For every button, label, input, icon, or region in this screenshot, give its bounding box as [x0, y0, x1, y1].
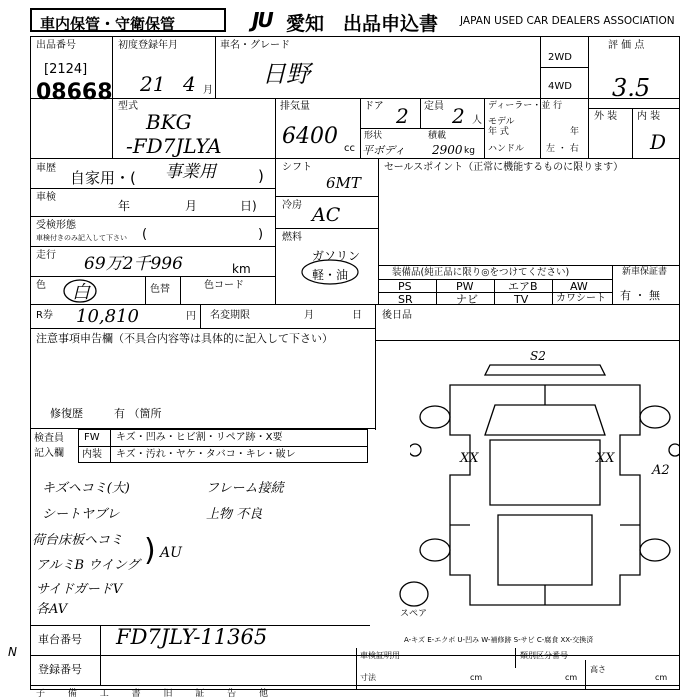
- capacity-value: 2: [452, 104, 465, 128]
- repair-label: 修復歴: [50, 407, 83, 420]
- inspection-year: 年: [118, 199, 131, 213]
- note-9: AU: [160, 545, 182, 561]
- class-number-label: 類別区分番号: [520, 651, 568, 660]
- lot-label: 出品番号: [36, 40, 76, 51]
- displacement-value: 6400: [282, 124, 338, 149]
- fuel-diesel: 軽・油: [312, 268, 349, 282]
- equip-seat: カワシート: [556, 293, 606, 304]
- note-6: アルミB ウイング: [36, 558, 140, 573]
- mileage-value: 69万2千996: [84, 254, 183, 274]
- load-value: 2900: [432, 143, 463, 157]
- note-7: サイドガードV: [36, 582, 123, 597]
- load-label: 積載: [428, 131, 447, 141]
- model-line1: BKG: [146, 110, 192, 134]
- name-change-label: 名変期限: [210, 310, 250, 321]
- diagram-left-mark: XX: [460, 451, 479, 466]
- note-brace: ): [144, 533, 156, 568]
- first-reg-year: 21: [140, 72, 166, 96]
- capacity-unit: 人: [472, 115, 482, 126]
- bottom-row: 子 備 工 書 旧 証 告 他: [36, 689, 279, 699]
- ju-logo: JU: [252, 8, 272, 32]
- inspector-label-1: 検査員: [34, 433, 64, 444]
- cm-3: cm: [655, 673, 668, 682]
- displacement-label: 排気量: [280, 101, 310, 112]
- note-3: シートヤブレ: [42, 507, 120, 522]
- repaint-label: 色替: [150, 284, 170, 295]
- cm-2: cm: [565, 673, 578, 682]
- year-label: 年 式: [488, 127, 509, 137]
- rating-value: 3.5: [612, 74, 651, 102]
- model-label: 型式: [118, 101, 138, 112]
- model-year-label: モデル: [488, 117, 515, 127]
- usage-private: 自家用・(: [70, 169, 136, 187]
- interior-label: 内 装: [637, 111, 661, 122]
- rating-label: 評 価 点: [608, 40, 645, 51]
- lot-number: 08668: [36, 80, 113, 105]
- diagram-side-mark: A2: [652, 463, 670, 478]
- diagram-right-mark: XX: [596, 451, 615, 466]
- interior-value: D: [650, 130, 667, 154]
- spare-tire-icon: [398, 580, 430, 608]
- name-change-month: 月: [304, 310, 314, 321]
- note-8: 各AV: [36, 602, 68, 617]
- fuel-label: 燃料: [282, 232, 302, 243]
- form-title: 出品申込書: [343, 13, 439, 35]
- storage-badge-text: 車内保管・守衛保管: [40, 15, 176, 33]
- equip-aw: AW: [570, 280, 588, 293]
- equip-airbag: エアB: [508, 280, 538, 293]
- fuel-circle: [300, 258, 360, 286]
- first-reg-label: 初度登録年月: [118, 40, 178, 51]
- shift-label: シフト: [282, 162, 312, 173]
- note-4: 上物 不良: [206, 507, 263, 522]
- car-name-label: 車名・グレード: [220, 40, 290, 51]
- cert-label-2: 寸法: [360, 673, 376, 682]
- model-line2: -FD7JLYA: [126, 134, 222, 158]
- chassis-label: 車台番号: [38, 633, 82, 646]
- year-unit: 年: [570, 127, 580, 137]
- exterior-label: 外 装: [594, 111, 618, 122]
- inspector-row2: キズ・汚れ・ヤケ・タバコ・キレ・破レ: [116, 449, 296, 460]
- diagram-top-mark: S2: [530, 349, 546, 363]
- recycle-label: R券: [36, 310, 53, 321]
- inspector-label-2: 記入欄: [34, 448, 64, 459]
- fuel-gasoline: ガソリン: [312, 249, 361, 263]
- association-name: JAPAN USED CAR DEALERS ASSOCIATION: [460, 15, 675, 27]
- color-label: 色: [36, 280, 46, 291]
- first-reg-month: 4: [183, 72, 196, 96]
- handle-label: ハンドル: [488, 144, 525, 154]
- org-name: 愛知: [286, 13, 325, 35]
- warranty-options: 有 ・ 無: [620, 289, 660, 302]
- usage-business: 事業用: [165, 162, 216, 182]
- ac-value: AC: [312, 204, 341, 226]
- rear-day-label: 後日品: [382, 310, 412, 321]
- vehicle-diagram: [410, 345, 680, 645]
- name-change-day: 日: [352, 310, 362, 321]
- reg-label: 登録番号: [38, 663, 82, 676]
- drive-2wd: 2WD: [548, 52, 572, 63]
- repair-value: 有 （箇所: [114, 407, 162, 420]
- dealer-label: ディーラー・並 行: [488, 101, 563, 111]
- capacity-label: 定員: [424, 101, 444, 112]
- cm-1: cm: [470, 673, 483, 682]
- inspector-row2-head: 内装: [82, 449, 102, 460]
- equip-tv: TV: [514, 293, 529, 306]
- equip-navi: ナビ: [456, 293, 478, 306]
- note-5: 荷台床板ヘコミ: [32, 533, 124, 548]
- equip-ps: PS: [398, 280, 412, 293]
- receive-note: 車検付きのみ記入して下さい: [36, 234, 127, 242]
- doors-label: ドア: [364, 101, 384, 112]
- first-reg-month-unit: 月: [203, 85, 213, 96]
- shift-value: 6MT: [326, 174, 361, 192]
- usage-label: 車歴: [36, 163, 56, 174]
- recycle-value: 10,810: [76, 306, 139, 327]
- displacement-unit: cc: [344, 143, 355, 154]
- mileage-unit: km: [232, 262, 251, 276]
- warranty-label: 新車保証書: [622, 267, 668, 277]
- sellpoint-label: セールスポイント（正常に機能するものに限ります）: [384, 162, 624, 173]
- note-1: キズヘコミ(大): [42, 481, 130, 496]
- equip-sr: SR: [398, 293, 413, 306]
- color-value: 白: [72, 282, 90, 303]
- shape-value: 平ボディ: [362, 144, 406, 157]
- side-mark-n: N: [8, 645, 17, 659]
- recycle-unit: 円: [186, 311, 196, 322]
- doors-value: 2: [396, 104, 409, 128]
- storage-badge: [30, 8, 226, 32]
- chassis-value: FD7JLY-11365: [116, 625, 268, 649]
- inspection-month: 月: [185, 199, 198, 213]
- height-label: 高さ: [590, 665, 606, 674]
- load-unit: kg: [464, 146, 475, 156]
- color-circle: [62, 278, 98, 304]
- diagram-legend: A-キズ E-エクボ U-凹み W-補修跡 S-サビ C-腐食 XX-交換済: [404, 636, 594, 644]
- inspection-day: 日): [240, 199, 257, 213]
- inspection-label: 車検: [36, 192, 56, 203]
- inspector-row1: キズ・凹み・ヒビ割・リペア跡・X要: [116, 432, 283, 443]
- inspector-row1-head: FW: [84, 432, 100, 443]
- color-code-label: 色コード: [204, 280, 244, 291]
- drive-4wd: 4WD: [548, 81, 572, 92]
- ac-label: 冷房: [282, 200, 302, 211]
- equip-pw: PW: [456, 280, 474, 293]
- receive-label: 受検形態: [36, 220, 76, 231]
- car-name-value: 日野: [262, 60, 310, 88]
- receive-paren-close: ): [258, 227, 264, 242]
- note-2: フレーム接続: [206, 481, 284, 496]
- cert-label-1: 車検証明用: [360, 651, 400, 660]
- equipment-label: 装備品(純正品に限り◎をつけてください): [392, 267, 570, 278]
- usage-close: ): [258, 167, 264, 185]
- handle-options: 左 ・ 右: [546, 144, 579, 154]
- receive-paren-open: (: [142, 227, 148, 242]
- spare-label: スペア: [400, 609, 428, 619]
- notes-label: 注意事項申告欄（不具合内容等は具体的に記入して下さい）: [36, 332, 333, 345]
- shape-label: 形状: [364, 131, 383, 141]
- lot-sub-number: [2124]: [44, 62, 88, 77]
- mileage-label: 走行: [36, 250, 56, 261]
